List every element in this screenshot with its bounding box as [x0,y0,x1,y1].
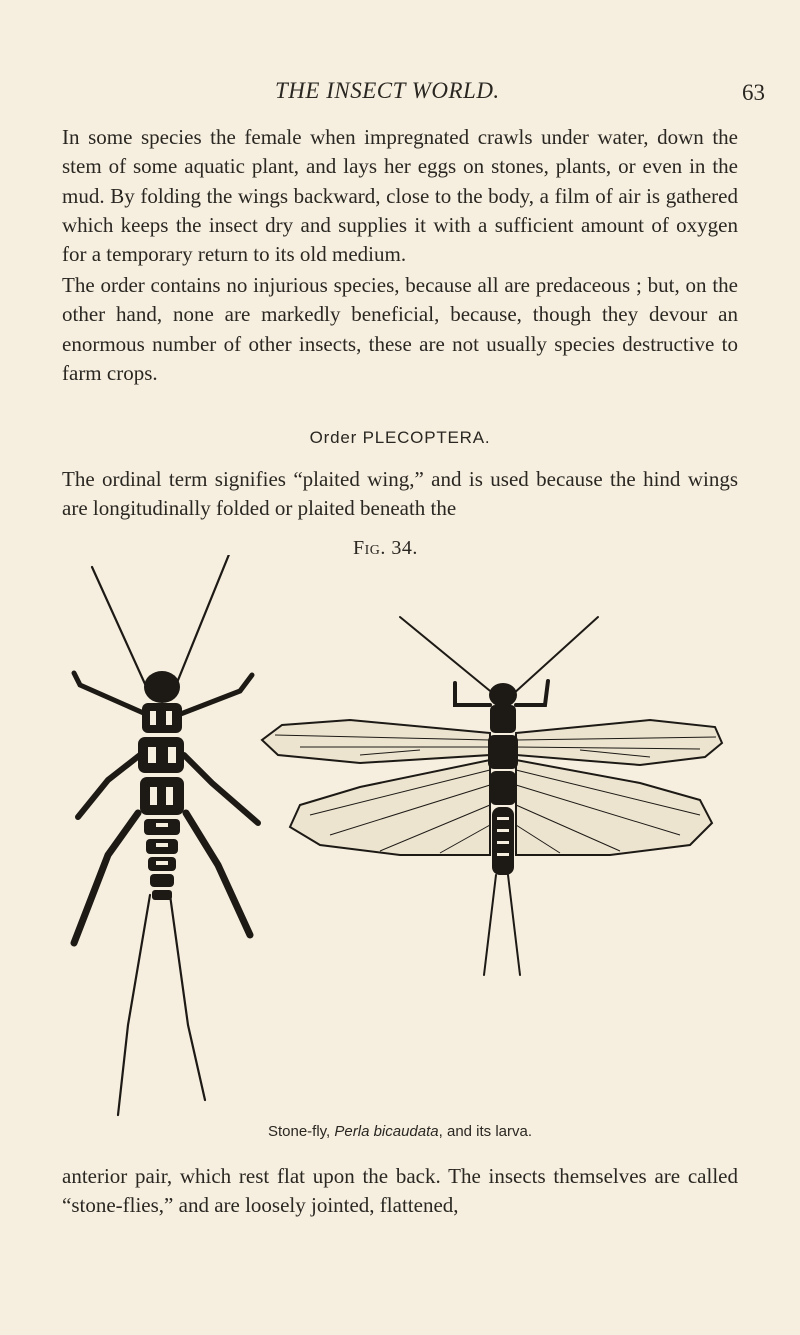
paragraph-2: The order contains no injurious species, because all are predaceous ; but, on the other hand, none are markedly beneficial, because, though they devour an enormous number of other insects, these are not usually species destructive to farm crops. [62,273,738,385]
caption-species: Perla bicaudata [334,1123,439,1140]
caption-suffix: , and its larva. [438,1123,533,1140]
caption-prefix: Stone-fly, [267,1123,335,1140]
adult-body [488,683,518,875]
stonefly-illustration [0,555,800,1125]
paragraph-3: The ordinal term signifies “plaited wing,” and is used because the hind wings are longitudinally folded or plaited beneath the [62,467,738,521]
paragraph-1: In some species the female when impregnated crawls under water, down the stem of some aquatic plant, and lays her eggs on stones, plants, or even in the mud. By folding the wings backward, close to the body, a film of air is gathered which keeps the insect dry and supplies it with a sufficient amount of oxygen for a temporary return to its old medium. [62,125,738,267]
larva-body [138,671,184,900]
order-heading: Order PLECOPTERA. [309,428,491,447]
figure-illustration [0,555,800,1125]
paragraph-4: anterior pair, which rest flat upon the back. The insects themselves are called “stone-flies,” and are loosely jointed, flattened, [62,1164,738,1218]
running-title: THE INSECT WORLD. [275,78,500,103]
page-header [0,78,800,108]
figure-label: Fig. 34. [353,537,418,559]
page-number: 63 [742,80,765,105]
figure-caption [0,1123,800,1140]
